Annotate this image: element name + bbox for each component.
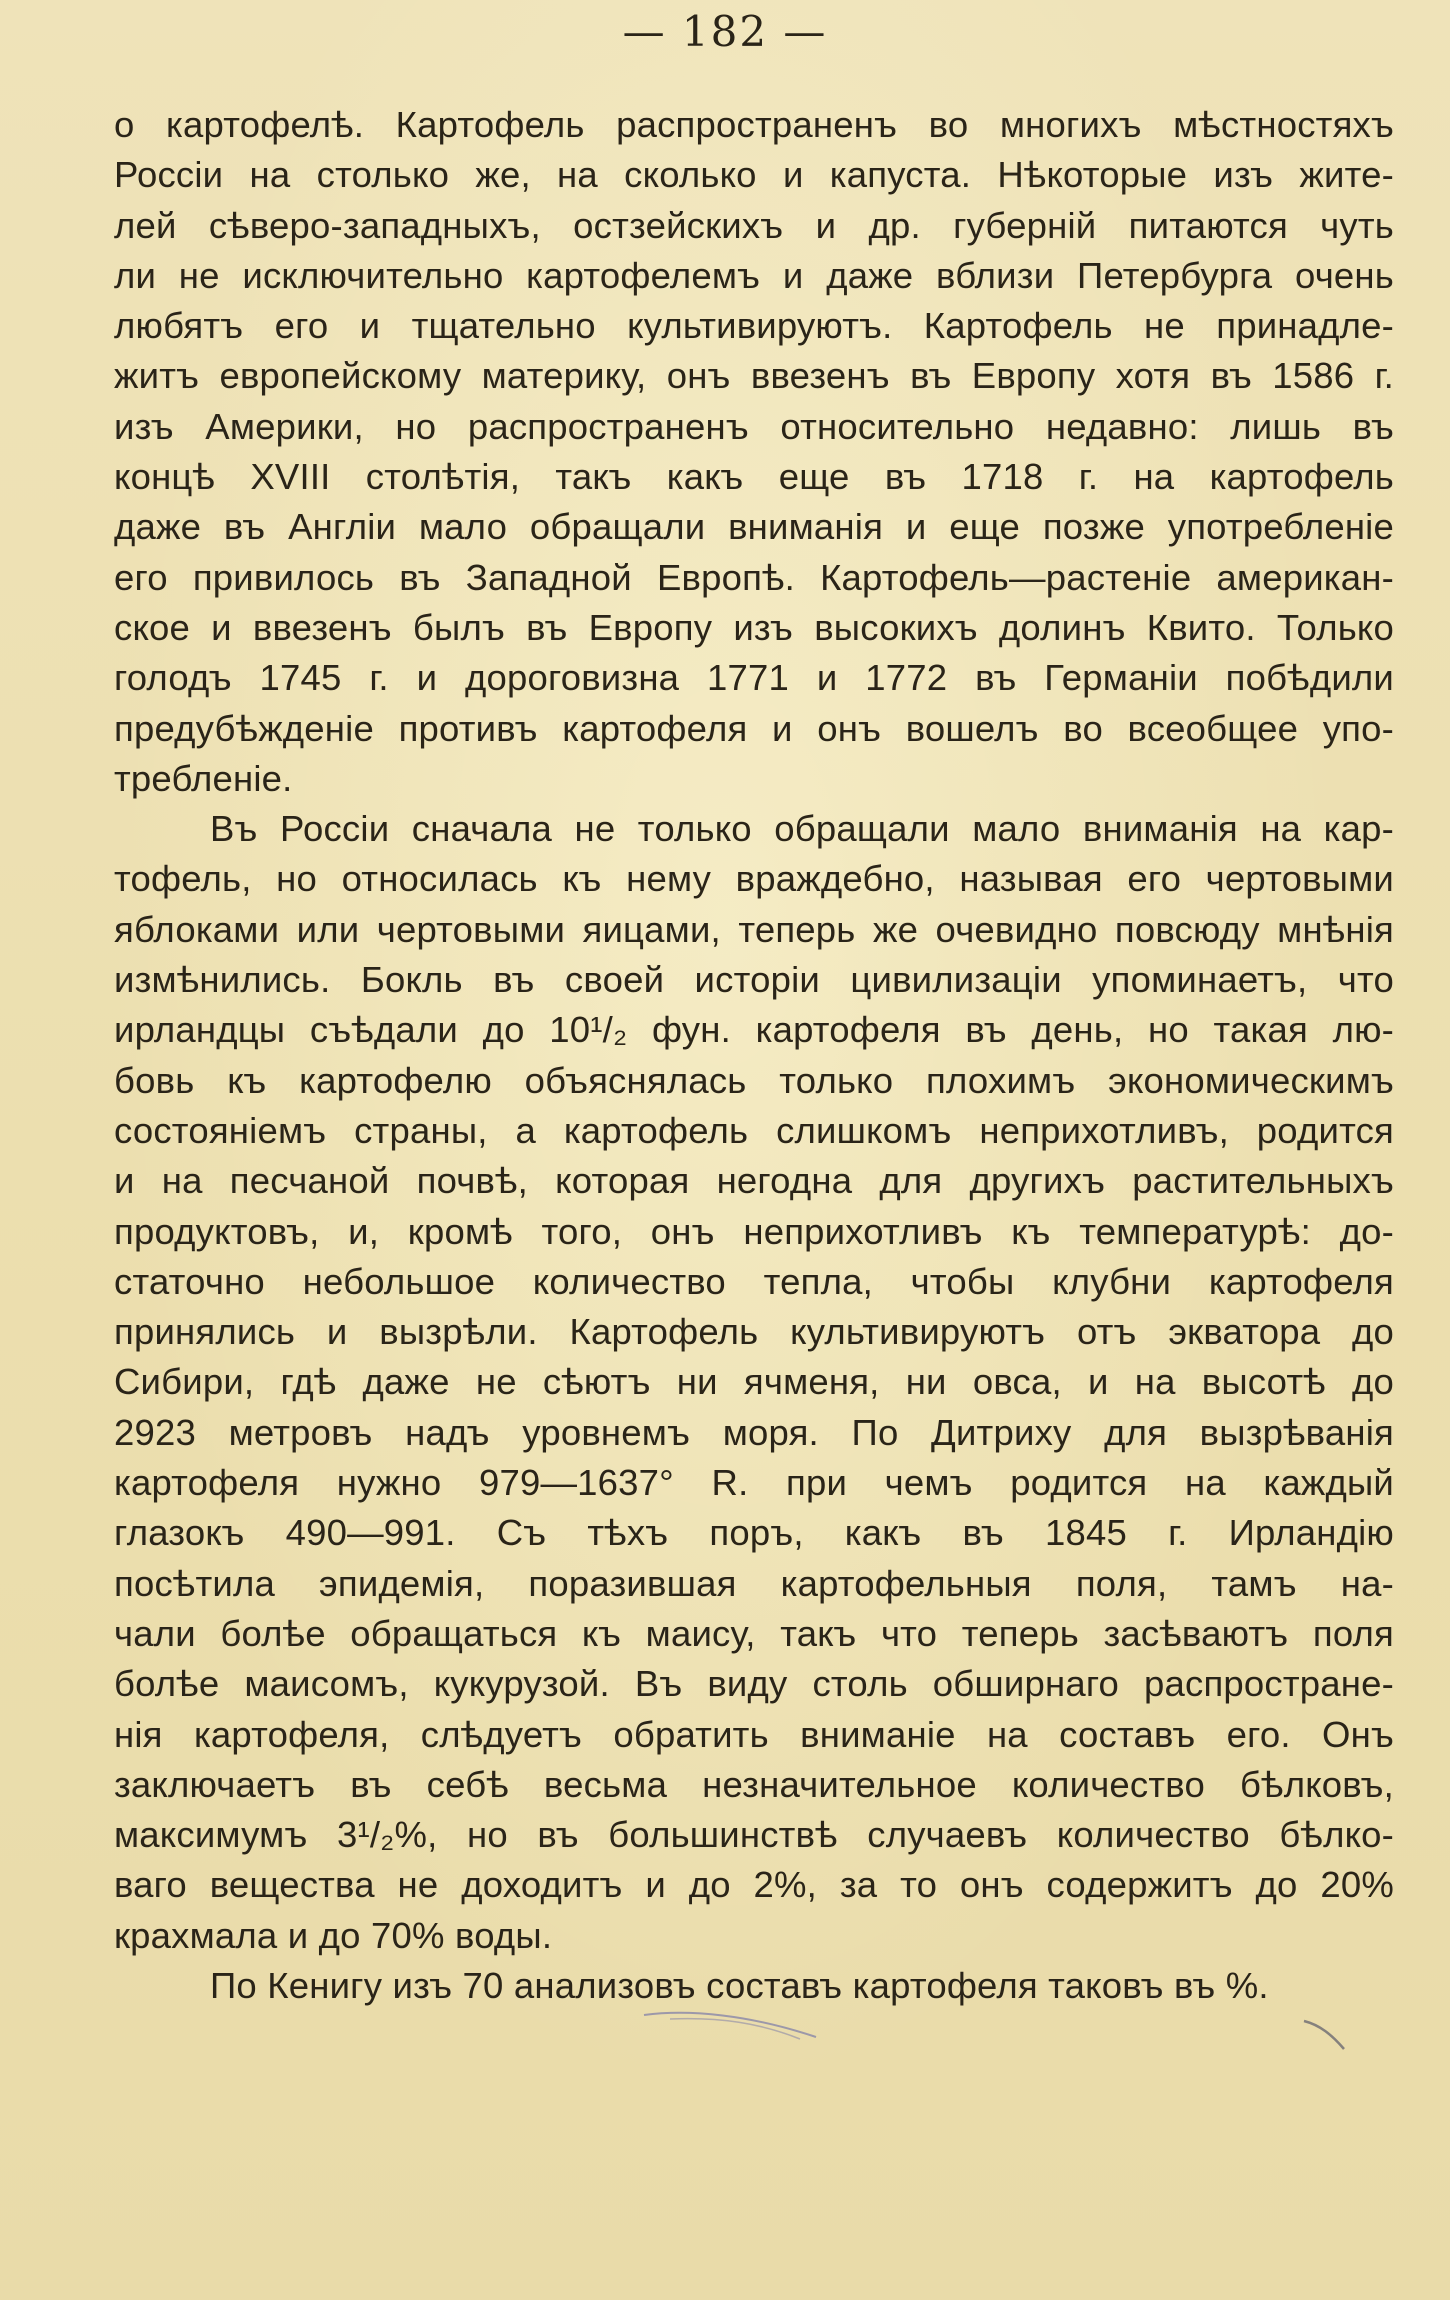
text-line: ли не исключительно картофелемъ и даже вблизи Петербурга очень (114, 254, 1394, 296)
text-line: принялись и вызрѣли. Картофель культивируютъ отъ экватора до (114, 1311, 1394, 1353)
text-line: заключаетъ въ себѣ весьма незначительное количество бѣлковъ, (114, 1763, 1394, 1805)
text-line: болѣе маисомъ, кукурузой. Въ виду столь обширнаго распростране- (114, 1663, 1394, 1705)
pencil-mark (640, 2005, 820, 2045)
text-line: картофеля нужно 979—1637° R. при чемъ родится на каждый (114, 1462, 1394, 1504)
text-line: измѣнились. Бокль въ своей исторіи цивилизаціи упоминаетъ, что (114, 959, 1394, 1001)
text-line: Сибири, гдѣ даже не сѣютъ ни ячменя, ни овса, и на высотѣ до (114, 1361, 1394, 1403)
text-line: ское и ввезенъ былъ въ Европу изъ высокихъ долинъ Квито. Только (114, 606, 1394, 648)
text-line: ваго вещества не доходитъ и до 2%, за то онъ содержитъ до 20% (114, 1864, 1394, 1906)
text-line: По Кенигу изъ 70 анализовъ составъ картофеля таковъ въ %. (210, 1964, 1269, 2006)
text-line: изъ Америки, но распространенъ относительно недавно: лишь въ (114, 405, 1394, 447)
text-line: требленіе. (114, 757, 293, 799)
page-number: — 182 — (622, 7, 828, 56)
text-line: бовь къ картофелю объяснялась только плохимъ экономическимъ (114, 1059, 1394, 1101)
text-line: концѣ XVIII столѣтія, такъ какъ еще въ 1718 г. на картофель (114, 456, 1394, 498)
text-line: тофель, но относилась къ нему враждебно, называя его чертовыми (114, 858, 1394, 900)
text-line: его привилось въ Западной Европѣ. Картофель—растеніе американ- (114, 556, 1394, 598)
text-line: житъ европейскому материку, онъ ввезенъ въ Европу хотя въ 1586 г. (114, 355, 1394, 397)
text-line: чали болѣе обращаться къ маису, такъ что теперь засѣваютъ поля (114, 1612, 1394, 1654)
text-line: ирландцы съѣдали до 10¹/₂ фун. картофеля въ день, но такая лю- (114, 1009, 1394, 1051)
text-line: продуктовъ, и, кромѣ того, онъ неприхотливъ къ температурѣ: до- (114, 1210, 1394, 1252)
text-line: лей сѣверо-западныхъ, остзейскихъ и др. губерній питаются чуть (114, 204, 1394, 246)
text-line: голодъ 1745 г. и дороговизна 1771 и 1772 въ Германіи побѣдили (114, 657, 1394, 699)
text-line: состояніемъ страны, а картофель слишкомъ неприхотливъ, родится (114, 1109, 1394, 1151)
text-line: максимумъ 3¹/₂%, но въ большинствѣ случаевъ количество бѣлко- (114, 1814, 1394, 1856)
text-line: предубѣжденіе противъ картофеля и онъ вошелъ во всеобщее упо- (114, 707, 1394, 749)
body-text (114, 100, 1394, 2011)
text-line: Россіи на столько же, на сколько и капуста. Нѣкоторые изъ жите- (114, 154, 1394, 196)
text-line: посѣтила эпидемія, поразившая картофельныя поля, тамъ на- (114, 1562, 1394, 1604)
text-line: о картофелѣ. Картофель распространенъ во многихъ мѣстностяхъ (114, 104, 1394, 145)
text-line: глазокъ 490—991. Съ тѣхъ поръ, какъ въ 1845 г. Ирландію (114, 1512, 1394, 1554)
text-line: даже въ Англіи мало обращали вниманія и еще позже употребленіе (114, 506, 1394, 548)
text-line: и на песчаной почвѣ, которая негодна для другихъ растительныхъ (114, 1160, 1394, 1202)
text-line: яблоками или чертовыми яицами, теперь же очевидно повсюду мнѣнія (114, 908, 1394, 950)
text-line: любятъ его и тщательно культивируютъ. Картофель не принадле- (114, 305, 1394, 347)
text-line: крахмала и до 70% воды. (114, 1914, 553, 1956)
text-line: 2923 метровъ надъ уровнемъ моря. По Дитриху для вызрѣванія (114, 1411, 1394, 1453)
text-line: статочно небольшое количество тепла, чтобы клубни картофеля (114, 1260, 1394, 1302)
text-line: нія картофеля, слѣдуетъ обратить вниманіе на составъ его. Онъ (114, 1713, 1394, 1755)
text-line: Въ Россіи сначала не только обращали мало вниманія на кар- (210, 808, 1394, 850)
pencil-mark (1300, 2015, 1350, 2055)
